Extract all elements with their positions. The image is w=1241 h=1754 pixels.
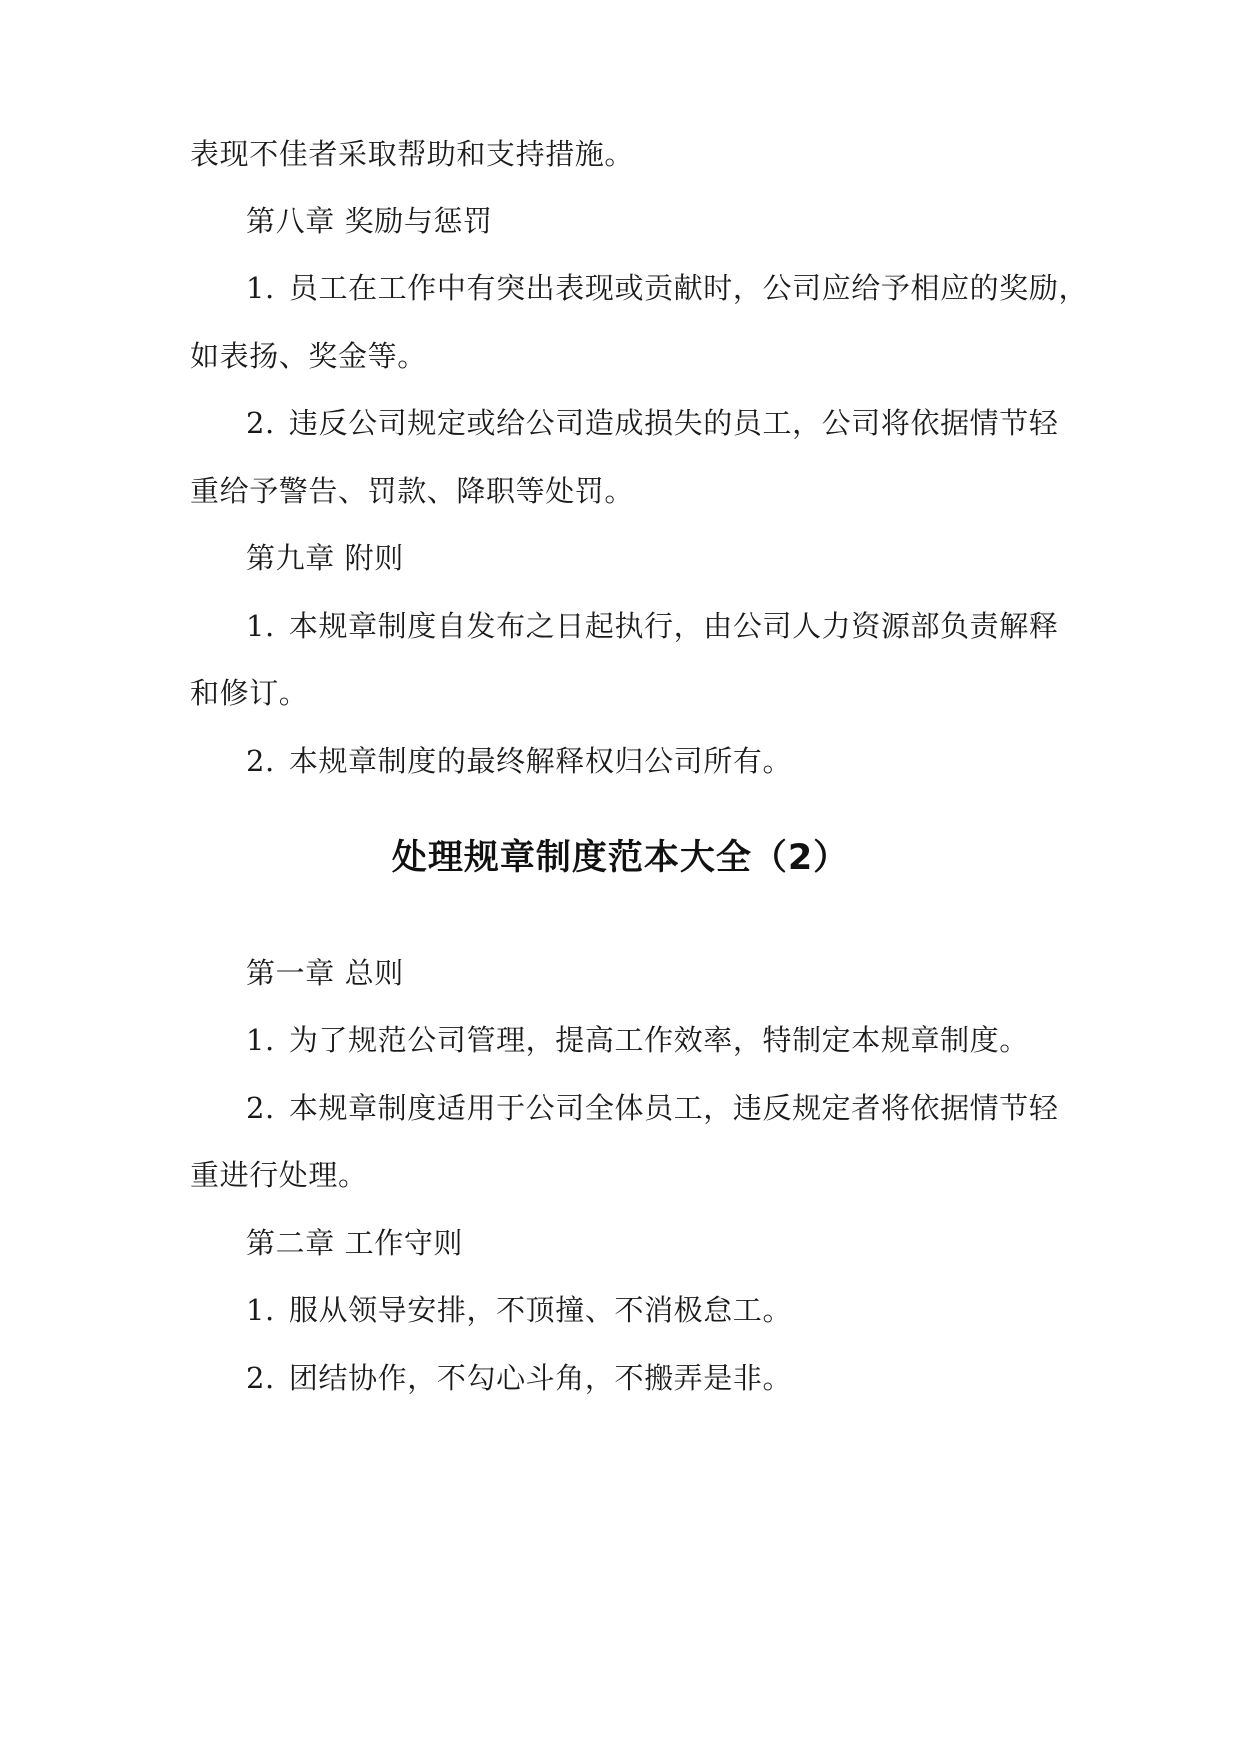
list-text: 团结协作，不勾心斗角，不搬弄是非。 xyxy=(288,1361,793,1395)
list-number: 1. xyxy=(246,271,275,305)
list-text: 本规章制度自发布之日起执行，由公司人力资源部负责解释 xyxy=(288,609,1059,643)
chapter-1-item-2-line-2: 重进行处理。 xyxy=(190,1158,368,1192)
chapter-1-item-1-line-1 xyxy=(246,1022,1029,1058)
list-number: 2. xyxy=(246,1361,275,1395)
list-text: 本规章制度的最终解释权归公司所有。 xyxy=(288,744,793,778)
paragraph-continuation: 表现不佳者采取帮助和支持措施。 xyxy=(190,137,635,171)
chapter-9-item-1-line-2: 和修订。 xyxy=(190,676,309,710)
chapter-8-item-2-line-2: 重给予警告、罚款、降职等处罚。 xyxy=(190,474,635,508)
list-number: 1. xyxy=(246,1293,275,1327)
list-number: 1. xyxy=(246,609,275,643)
chapter-8-item-1-line-1 xyxy=(246,270,1088,306)
chapter-1-item-2-line-1 xyxy=(246,1090,1058,1126)
list-text: 员工在工作中有突出表现或贡献时，公司应给予相应的奖励， xyxy=(288,271,1089,305)
chapter-1-title: 第一章 总则 xyxy=(246,956,404,990)
chapter-2-item-1-line-1 xyxy=(246,1292,792,1328)
list-text: 本规章制度适用于公司全体员工，违反规定者将依据情节轻 xyxy=(288,1091,1059,1125)
list-text: 服从领导安排，不顶撞、不消极怠工。 xyxy=(288,1293,793,1327)
list-number: 1. xyxy=(246,1023,275,1057)
chapter-2-item-2-line-1 xyxy=(246,1360,792,1396)
chapter-9-title: 第九章 附则 xyxy=(246,541,404,575)
list-text: 为了规范公司管理，提高工作效率，特制定本规章制度。 xyxy=(288,1023,1029,1057)
list-number: 2. xyxy=(246,1091,275,1125)
chapter-8-title: 第八章 奖励与惩罚 xyxy=(246,204,493,238)
list-text: 违反公司规定或给公司造成损失的员工，公司将依据情节轻 xyxy=(288,406,1059,440)
list-number: 2. xyxy=(246,406,275,440)
list-number: 2. xyxy=(246,744,275,778)
document-heading: 处理规章制度范本大全（2） xyxy=(391,838,850,878)
chapter-9-item-1-line-1 xyxy=(246,608,1058,644)
chapter-8-item-1-line-2: 如表扬、奖金等。 xyxy=(190,339,427,373)
chapter-9-item-2-line-1 xyxy=(246,743,792,779)
chapter-2-title: 第二章 工作守则 xyxy=(246,1226,464,1260)
chapter-8-item-2-line-1 xyxy=(246,405,1058,441)
